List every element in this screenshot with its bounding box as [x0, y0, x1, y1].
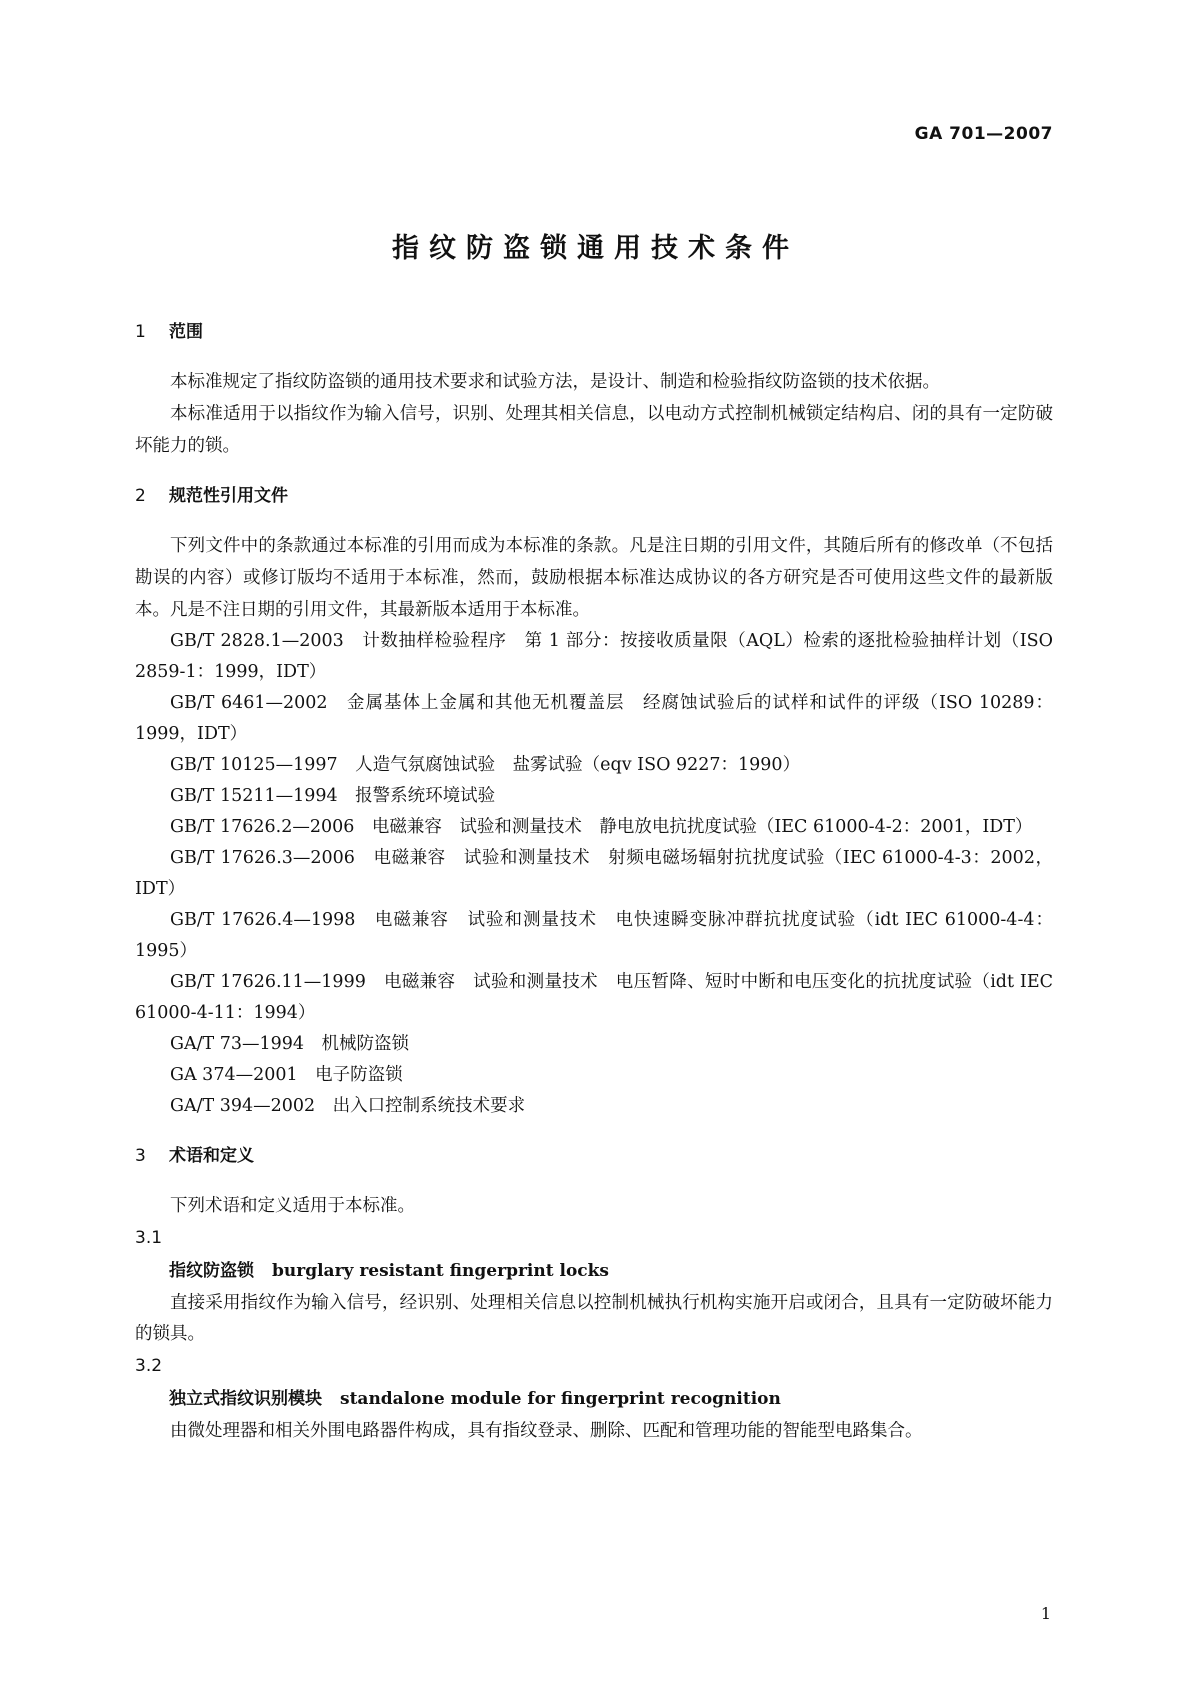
- reference-item: GB/T 17626.4—1998 电磁兼容 试验和测量技术 电快速瞬变脉冲群抗扰度试验（idt IEC 61000-4-4：1995）: [135, 910, 1053, 961]
- section-number: 1: [135, 322, 146, 342]
- term-definition: 由微处理器和相关外围电路器件构成，具有指纹登录、删除、匹配和管理功能的智能型电路集合。: [170, 1421, 923, 1441]
- paragraph: 下列文件中的条款通过本标准的引用而成为本标准的条款。凡是注日期的引用文件，其随后所有的修改单（不包括勘误的内容）或修订版均不适用于本标准，然而，鼓励根据本标准达成协议的各方研究是否可使用这些文件的最新版本。凡是不注日期的引用文件，其最新版本适用于本标准。: [135, 536, 1053, 620]
- term-entry: [135, 1255, 1053, 1288]
- clause-number: 3.1: [135, 1228, 163, 1248]
- section-heading-terms-definitions: [135, 1144, 1053, 1168]
- term-zh: 指纹防盗锁: [169, 1261, 254, 1281]
- section-number: 2: [135, 486, 146, 506]
- reference-item: GA/T 394—2002 出入口控制系统技术要求: [170, 1096, 526, 1116]
- term-en: burglary resistant fingerprint locks: [272, 1261, 609, 1281]
- reference-item: GB/T 17626.2—2006 电磁兼容 试验和测量技术 静电放电抗扰度试验（IEC 61000-4-2：2001，IDT）: [170, 817, 1033, 837]
- term-en: standalone module for fingerprint recognition: [340, 1389, 781, 1409]
- reference-item: GA 374—2001 电子防盗锁: [170, 1065, 403, 1085]
- section-number: 3: [135, 1146, 146, 1166]
- paragraph: 本标准适用于以指纹作为输入信号，识别、处理其相关信息，以电动方式控制机械锁定结构启、闭的具有一定防破坏能力的锁。: [135, 404, 1053, 456]
- reference-item: GB/T 2828.1—2003 计数抽样检验程序 第 1 部分：按接收质量限（AQL）检索的逐批检验抽样计划（ISO 2859-1：1999，IDT）: [135, 631, 1053, 682]
- section-title: 范围: [169, 322, 203, 342]
- term-zh: 独立式指纹识别模块: [169, 1389, 322, 1409]
- term-definition: 直接采用指纹作为输入信号，经识别、处理相关信息以控制机械执行机构实施开启或闭合，且具有一定防破坏能力的锁具。: [135, 1293, 1053, 1344]
- reference-item: GB/T 17626.11—1999 电磁兼容 试验和测量技术 电压暂降、短时中断和电压变化的抗扰度试验（idt IEC 61000-4-11：1994）: [135, 972, 1053, 1023]
- document-title: 指纹防盗锁通用技术条件: [392, 233, 799, 264]
- section-heading-scope: [135, 320, 1053, 344]
- standard-id: GA 701—2007: [914, 124, 1053, 144]
- page-number: 1: [1040, 1604, 1051, 1623]
- paragraph: 下列术语和定义适用于本标准。: [170, 1196, 415, 1216]
- reference-item: GB/T 17626.3—2006 电磁兼容 试验和测量技术 射频电磁场辐射抗扰度试验（IEC 61000-4-3：2002，IDT）: [135, 848, 1053, 899]
- section-heading-normative-references: [135, 484, 1053, 508]
- section-title: 规范性引用文件: [169, 486, 288, 506]
- reference-item: GB/T 10125—1997 人造气氛腐蚀试验 盐雾试验（eqv ISO 9227：1990）: [170, 755, 801, 775]
- reference-item: GB/T 6461—2002 金属基体上金属和其他无机覆盖层 经腐蚀试验后的试样和试件的评级（ISO 10289：1999，IDT）: [135, 693, 1053, 744]
- reference-item: GB/T 15211—1994 报警系统环境试验: [170, 786, 496, 806]
- term-entry: [135, 1383, 1053, 1416]
- clause-number: 3.2: [135, 1356, 163, 1376]
- paragraph: 本标准规定了指纹防盗锁的通用技术要求和试验方法，是设计、制造和检验指纹防盗锁的技术依据。: [170, 372, 940, 392]
- reference-list: [135, 626, 1053, 1122]
- section-title: 术语和定义: [169, 1146, 254, 1166]
- document-body: [135, 320, 1053, 1447]
- reference-item: GA/T 73—1994 机械防盗锁: [170, 1034, 410, 1054]
